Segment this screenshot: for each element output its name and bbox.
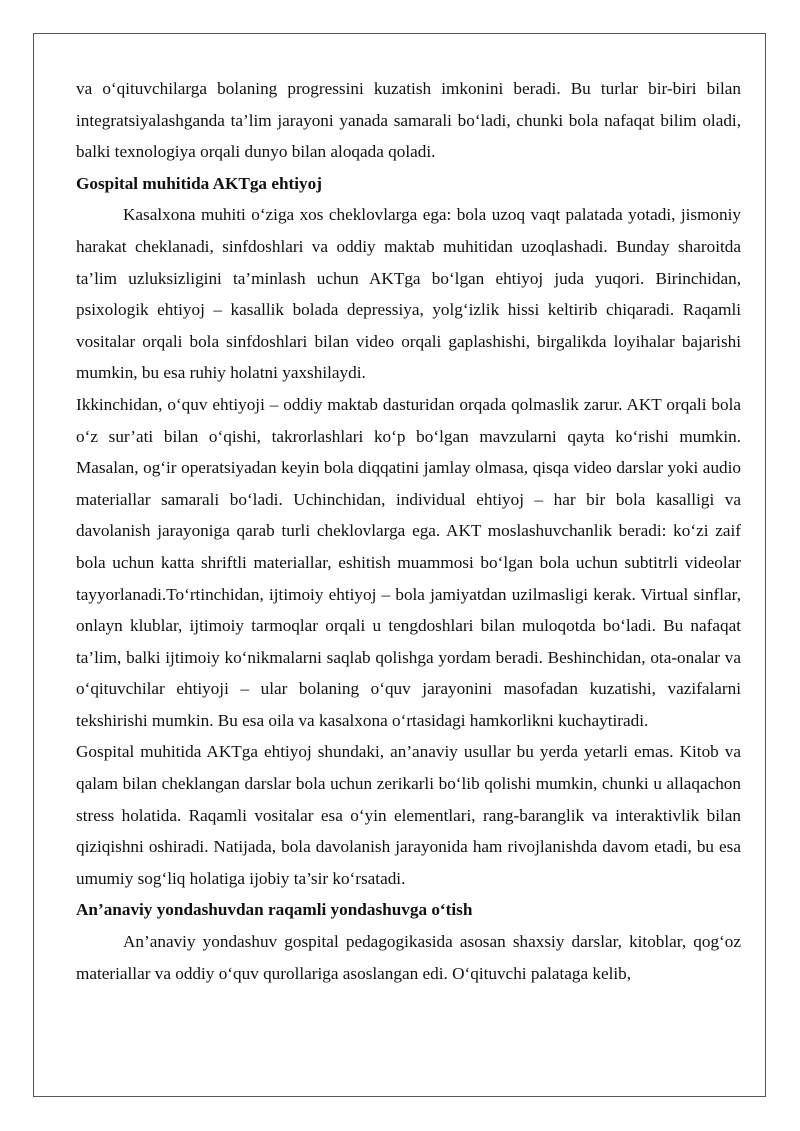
section-heading-ict-need: Gospital muhitida AKTga ehtiyoj [76,173,322,193]
paragraph-needs-list: Ikkinchidan, o‘quv ehtiyoji – oddiy maktab dasturidan orqada qolmaslik zarur. AKT orqali bola o‘z sur’ati bilan o‘qishi, takrorlashlari ko‘p bo‘lgan mavzularni qayta ko‘rishi mumkin. Masalan, og‘ir operatsiyadan keyin bola diqqatini jamlay olmasa, qisqa video darslar yoki audio materiallar samarali bo‘ladi. Uchinchidan, individual ehtiyoj – har bir bola kasalligi va davolanish jarayoniga qarab turli cheklovlarga ega. AKT moslashuvchanlik beradi: ko‘zi zaif bola uchun katta shriftli materiallar, eshitish muammosi bo‘lgan bola uchun subtitrli videolar tayyorlanadi.To‘rtinchidan, ijtimoiy ehtiyoj – bola jamiyatdan uzilmasligi kerak. Virtual sinflar, onlayn klublar, ijtimoiy tarmoqlar orqali u tengdoshlari bilan muloqotda bo‘ladi. Bu nafaqat ta’lim, balki ijtimoiy ko‘nikmalarni saqlab qolishga yordam beradi. Beshinchidan, ota-onalar va o‘qituvchilar ehtiyoji – ular bolaning o‘quv jarayonini masofadan kuzatishi, vazifalarni tekshirishi mumkin. Bu esa oila va kasalxona o‘rtasidagi hamkorlikni kuchaytiradi. [76,394,741,730]
paragraph-ict-conclusion: Gospital muhitida AKTga ehtiyoj shundaki, an’anaviy usullar bu yerda yetarli emas. Kitob va qalam bilan cheklangan darslar bola uchun zerikarli bo‘lib qolishi mumkin, chunki u allaqachon stress holatida. Raqamli vositalar esa o‘yin elementlari, rang-baranglik va interaktivlik bilan qiziqishni oshiradi. Natijada, bola davolanish jarayonida ham rivojlanishda davom etadi, bu esa umumiy sog‘liq holatiga ijobiy ta’sir ko‘rsatadi. [76,742,741,888]
paragraph-traditional-approach: An’anaviy yondashuv gospital pedagogikasida asosan shaxsiy darslar, kitoblar, qog‘oz materiallar va oddiy o‘quv qurollariga asoslangan edi. O‘qituvchi palataga kelib, [76,932,741,983]
document-body [76,73,741,989]
paragraph-intro-continuation: va o‘qituvchilarga bolaning progressini kuzatish imkonini beradi. Bu turlar bir-biri bilan integratsiyalashganda ta’lim jarayoni yanada samarali bo‘ladi, chunki bola nafaqat bilim oladi, balki texnologiya orqali dunyo bilan aloqada qoladi. [76,79,741,162]
paragraph-hospital-environment: Kasalxona muhiti o‘ziga xos cheklovlarga ega: bola uzoq vaqt palatada yotadi, jismoniy harakat cheklanadi, sinfdoshlari va oddiy maktab muhitidan uzoqlashadi. Bunday sharoitda ta’lim uzluksizligini ta’minlash uchun AKTga bo‘lgan ehtiyoj juda yuqori. Birinchidan, psixologik ehtiyoj – kasallik bolada depressiya, yolg‘izlik hissi keltirib chiqaradi. Raqamli vositalar orqali bola sinfdoshlari bilan video orqali gaplashishi, birgalikda loyihalar bajarishi mumkin, bu esa ruhiy holatni yaxshilaydi. [76,205,741,383]
section-heading-traditional-to-digital: An’anaviy yondashuvdan raqamli yondashuvga o‘tish [76,900,473,920]
